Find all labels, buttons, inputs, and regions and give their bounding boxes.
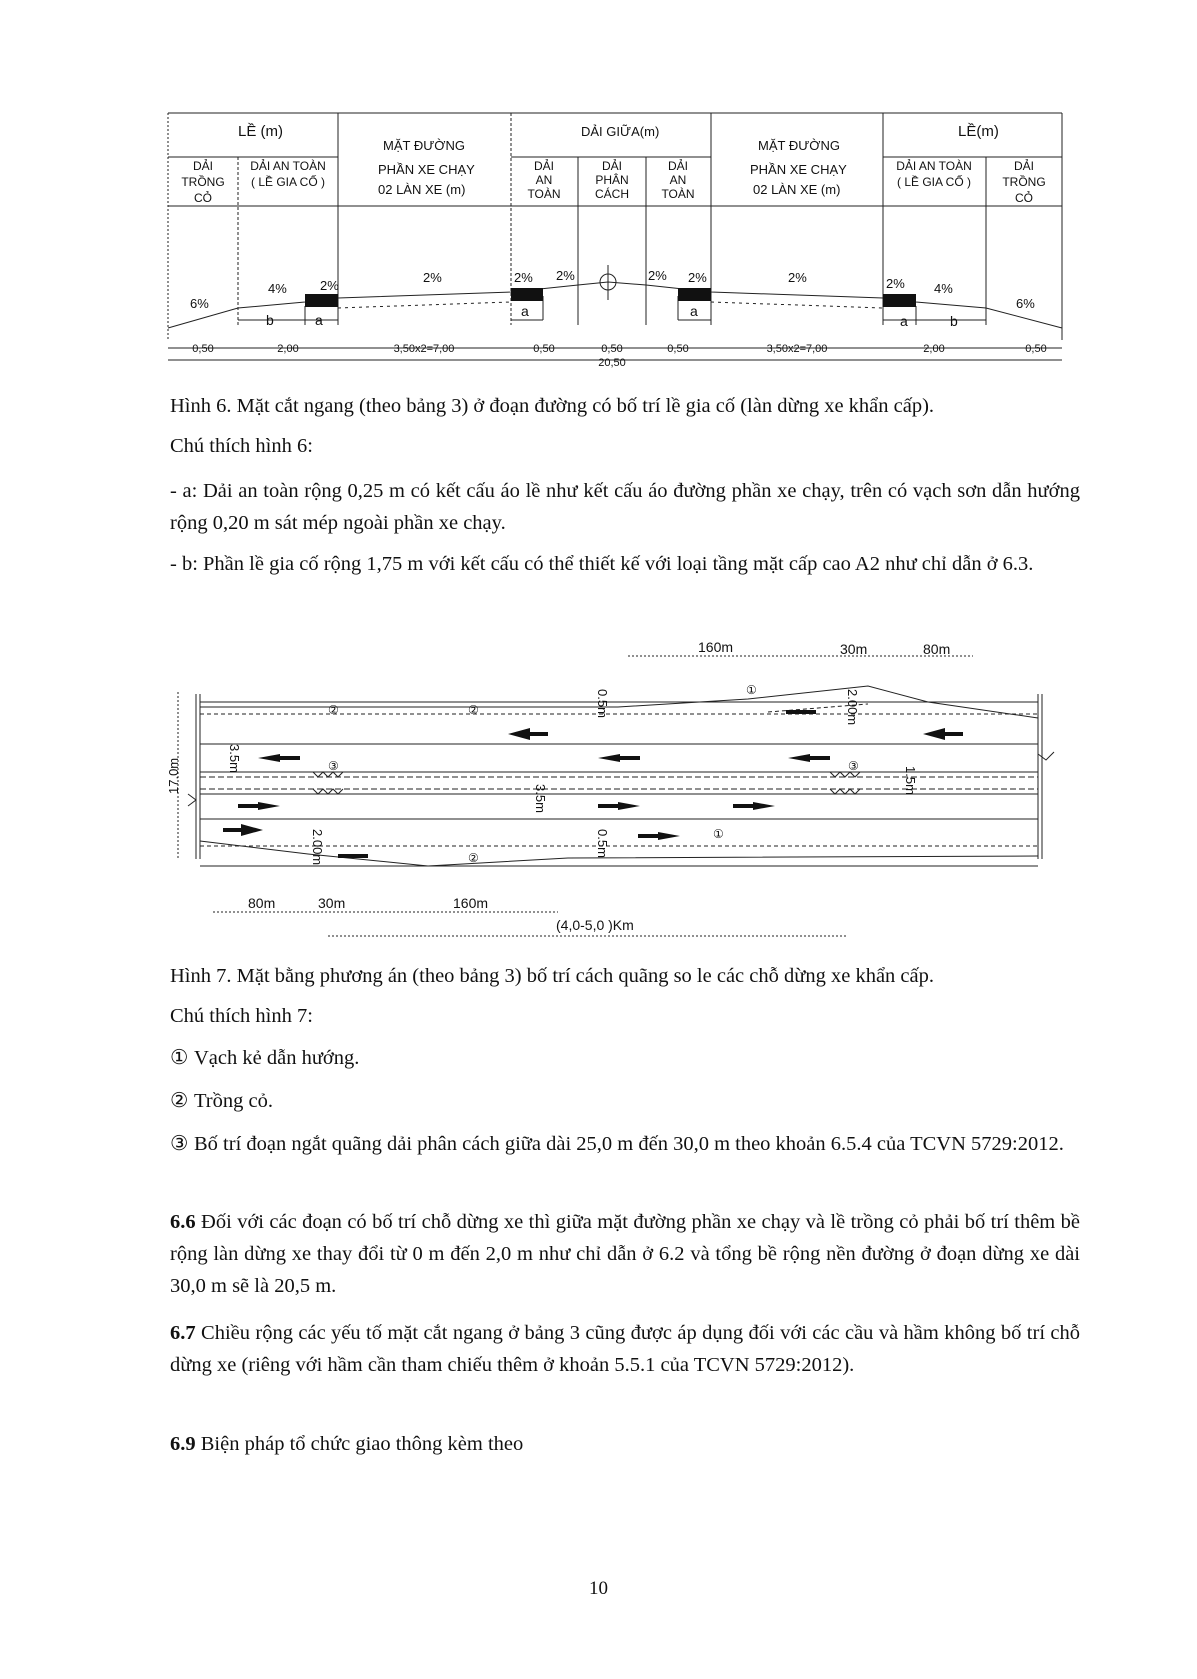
marker-2-icon: ②: [170, 1090, 189, 1112]
marker-grass-1: ②: [328, 703, 339, 717]
dai-trong-co-left-2: TRỒNG: [181, 175, 225, 189]
caption-figure-6: Hình 6. Mặt cắt ngang (theo bảng 3) ở đoạn đường có bố trí lề gia cố (làn dừng xe khẩn cấp).: [170, 395, 935, 417]
dai-trong-co-right-2: TRỒNG: [1002, 175, 1046, 189]
top-dim-30: 30m: [840, 641, 868, 657]
slope-2-left-lane: 2%: [423, 270, 442, 285]
dim-median: 0,50: [601, 343, 623, 355]
note6-b: - b: Phần lề gia cố rộng 1,75 m với kết cấu có thể thiết kế với loại tầng mặt cấp cao A2 như chỉ dẫn ở 6.3.: [170, 553, 1034, 575]
note7-item-2: [170, 1085, 1080, 1117]
offset-label: 0.5m: [595, 689, 610, 718]
dai-an-toan-right-1: DẢI: [667, 159, 689, 173]
marker-median-break-right: ③: [848, 759, 859, 773]
note6-title: Chú thích hình 6:: [170, 435, 313, 457]
note7-1-text: Vạch kẻ dẫn hướng.: [194, 1047, 360, 1069]
top-dim-80: 80m: [923, 641, 951, 657]
plan-layout-figure: [166, 639, 1068, 944]
slope-2-left-shoulder: 2%: [320, 278, 339, 293]
section-6-7: [170, 1317, 1080, 1381]
note7-item-3: [170, 1128, 1080, 1160]
slope-2-median-right-b: 2%: [688, 270, 707, 285]
dim-trong-co-left: 0,50: [192, 343, 214, 355]
slope-4-left: 4%: [268, 281, 287, 296]
dai-an-toan-left-2: AN: [535, 173, 553, 187]
section-6-6: [170, 1206, 1080, 1302]
label-a-left: a: [315, 312, 323, 328]
cross-section-figure: [168, 110, 1068, 372]
bottom-dim-30: 30m: [318, 895, 346, 911]
slope-2-median-right-a: 2%: [648, 268, 667, 283]
header-lan-xe-left: 02 LÀN XE (m): [378, 182, 466, 197]
dai-trong-co-right-1: DẢI: [1013, 159, 1035, 173]
dim-total: 20,50: [598, 357, 626, 369]
marker-median-break-left: ③: [328, 759, 339, 773]
dim-lanes-left: 3,50x2=7,00: [393, 343, 455, 355]
stop-width-label-2: 2.00m: [310, 829, 325, 866]
page-number: 10: [589, 1578, 608, 1599]
label-a-median-right: a: [690, 303, 698, 319]
slope-2-right-lane: 2%: [788, 270, 807, 285]
dai-trong-co-left-3: CỎ: [194, 191, 212, 205]
note7-2-text: Trồng cỏ.: [194, 1090, 273, 1112]
dai-trong-co-left-1: DẢI: [192, 159, 214, 173]
section-6-9-text: Biện pháp tổ chức giao thông kèm theo: [200, 1433, 524, 1455]
stop-width-label: 2.00m: [845, 689, 860, 726]
road-width-label: 17.0m: [166, 757, 181, 794]
header-lan-xe-right: 02 LÀN XE (m): [753, 182, 841, 197]
header-phan-xe-chay-left: PHẦN XE CHẠY: [378, 162, 475, 177]
span-label: (4,0-5,0 )Km: [556, 917, 634, 933]
median-width-label: 1.5m: [903, 766, 918, 795]
dai-phan-cach-3: CÁCH: [594, 187, 630, 201]
label-b-right: b: [950, 313, 958, 329]
dai-an-toan-le-left-2: ( LỀ GIA CỐ ): [250, 175, 326, 189]
header-phan-xe-chay-right: PHẦN XE CHẠY: [750, 162, 847, 177]
note7-3-text: Bố trí đoạn ngắt quãng dải phân cách giữa dài 25,0 m đến 30,0 m theo khoản 6.5.4 của TCVN 5729:2012.: [194, 1133, 1064, 1155]
marker-grass-2: ②: [468, 703, 479, 717]
section-6-6-number: 6.6: [170, 1211, 196, 1233]
marker-guide-line-bottom: ①: [713, 827, 724, 841]
section-6-7-number: 6.7: [170, 1322, 196, 1344]
label-a-median-left: a: [521, 303, 529, 319]
note6-a: - a: Dải an toàn rộng 0,25 m có kết cấu áo lề như kết cấu áo đường phần xe chạy, trên có vạch sơn dẫn hướng rộng 0,20 m sát mép ngoài phần xe chạy.: [170, 480, 1080, 534]
section-6-7-text: Chiều rộng các yếu tố mặt cắt ngang ở bảng 3 cũng được áp dụng đối với các cầu và hầm không bố trí chỗ dừng xe (riêng với hầm cần tham chiếu thêm ở khoản 5.5.1 của TCVN 5729:2012).: [170, 1322, 1081, 1376]
header-mat-duong-right: MẶT ĐƯỜNG: [758, 138, 840, 153]
marker-1-icon: ①: [170, 1047, 189, 1069]
dai-phan-cach-1: DẢI: [601, 159, 623, 173]
slope-2-median-left-a: 2%: [514, 270, 533, 285]
dim-le-right: 2,00: [923, 343, 945, 355]
section-6-9: [170, 1428, 1080, 1460]
slope-2-median-left-b: 2%: [556, 268, 575, 283]
note7-item-1: [170, 1042, 1080, 1074]
slope-6-left: 6%: [190, 296, 209, 311]
dim-le-left: 2,00: [277, 343, 299, 355]
slope-4-right: 4%: [934, 281, 953, 296]
dim-safety-right: 0,50: [667, 343, 689, 355]
note7-title: Chú thích hình 7:: [170, 1005, 313, 1027]
offset-label-2: 0.5m: [595, 829, 610, 858]
label-b-left: b: [266, 312, 274, 328]
dai-an-toan-right-2: AN: [669, 173, 687, 187]
marker-grass-3: ②: [468, 851, 479, 865]
slope-6-right: 6%: [1016, 296, 1035, 311]
dai-an-toan-le-left-1: DẢI AN TOÀN: [250, 159, 326, 173]
dai-an-toan-le-right-2: ( LỀ GIA CỐ ): [896, 175, 972, 189]
dai-phan-cach-2: PHÂN: [595, 173, 629, 187]
slope-2-right-shoulder: 2%: [886, 276, 905, 291]
header-dai-giua: DẢI GIỮA(m): [581, 124, 660, 139]
header-le-left: LỀ (m): [238, 123, 283, 140]
bottom-dim-160: 160m: [453, 895, 489, 911]
marker-guide-line-top: ①: [746, 683, 757, 697]
header-mat-duong-left: MẶT ĐƯỜNG: [383, 138, 465, 153]
label-a-right: a: [900, 313, 908, 329]
dai-an-toan-left-1: DẢI: [533, 159, 555, 173]
dai-an-toan-le-right-1: DẢI AN TOÀN: [896, 159, 972, 173]
section-6-6-text: Đối với các đoạn có bố trí chỗ dừng xe thì giữa mặt đường phần xe chạy và lề trồng cỏ phải bố trí thêm bề rộng làn dừng xe thay đổi từ 0 m đến 2,0 m như chỉ dẫn ở 6.2 và tổng bề rộng nền đường ở đoạn dừng xe dài 30,0 m sẽ là 20,5 m.: [170, 1211, 1080, 1297]
dim-lanes-right: 3,50x2=7,00: [766, 343, 828, 355]
dim-safety-left: 0,50: [533, 343, 555, 355]
section-6-9-number: 6.9: [170, 1433, 196, 1455]
dim-trong-co-right: 0,50: [1025, 343, 1047, 355]
dai-an-toan-left-3: TOÀN: [527, 187, 561, 201]
lane-width-label: 3.5m: [227, 744, 242, 773]
top-dim-160: 160m: [698, 639, 734, 655]
caption-figure-7: Hình 7. Mặt bằng phương án (theo bảng 3) bố trí cách quãng so le các chỗ dừng xe khẩn cấp.: [170, 965, 935, 987]
dai-an-toan-right-3: TOÀN: [661, 187, 695, 201]
dai-trong-co-right-3: CỎ: [1015, 191, 1033, 205]
lane-width-label-2: 3.5m: [533, 784, 548, 813]
header-le-right: LỀ(m): [958, 123, 999, 140]
bottom-dim-80: 80m: [248, 895, 276, 911]
marker-3-icon: ③: [170, 1133, 189, 1155]
